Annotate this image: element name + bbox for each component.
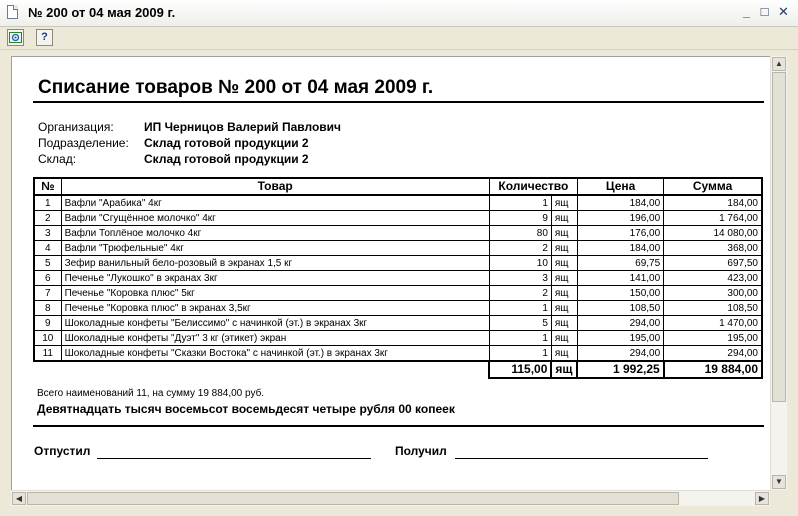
dept-row xyxy=(38,136,309,150)
cell-name: Вафли "Арабика" 4кг xyxy=(61,195,489,211)
cell-unit: ящ xyxy=(551,316,577,331)
cell-price: 69,75 xyxy=(577,256,663,271)
cell-name: Вафли Топлёное молочко 4кг xyxy=(61,226,489,241)
cell-n: 8 xyxy=(34,301,61,316)
received-by-label: Получил xyxy=(395,444,447,458)
cell-qty: 1 xyxy=(489,301,551,316)
cell-name: Вафли "Сгущённое молочко" 4кг xyxy=(61,211,489,226)
close-button[interactable]: ✕ xyxy=(778,4,789,19)
vertical-scroll-thumb[interactable] xyxy=(772,72,786,402)
warehouse-value: Склад готовой продукции 2 xyxy=(144,152,309,166)
cell-qty: 2 xyxy=(489,286,551,301)
cell-unit: ящ xyxy=(551,346,577,362)
horizontal-scrollbar[interactable] xyxy=(11,490,770,506)
cell-sum: 108,50 xyxy=(664,301,762,316)
cell-unit: ящ xyxy=(551,256,577,271)
total-qty: 115,00 xyxy=(489,361,551,378)
cell-unit: ящ xyxy=(551,195,577,211)
cell-qty: 1 xyxy=(489,331,551,346)
cell-name: Шоколадные конфеты "Белиссимо" с начинкой (эт.) в экранах 3кг xyxy=(61,316,489,331)
document-icon xyxy=(7,5,18,19)
summary-in-words: Девятнадцать тысяч восемьсот восемьдесят четыре рубля 00 копеек xyxy=(37,402,455,416)
scroll-up-arrow-icon[interactable]: ▲ xyxy=(772,57,786,71)
table-row xyxy=(34,331,762,346)
cell-n: 11 xyxy=(34,346,61,362)
cell-n: 10 xyxy=(34,331,61,346)
cell-name: Печенье "Коровка плюс" 5кг xyxy=(61,286,489,301)
cell-n: 4 xyxy=(34,241,61,256)
table-row xyxy=(34,195,762,211)
email-icon xyxy=(9,31,22,44)
header-item: Товар xyxy=(61,178,489,195)
cell-name: Печенье "Коровка плюс" в экранах 3,5кг xyxy=(61,301,489,316)
cell-price: 108,50 xyxy=(577,301,663,316)
cell-qty: 1 xyxy=(489,346,551,362)
total-sum: 19 884,00 xyxy=(664,361,762,378)
cell-unit: ящ xyxy=(551,286,577,301)
cell-n: 7 xyxy=(34,286,61,301)
org-label: Организация: xyxy=(38,120,114,134)
cell-sum: 294,00 xyxy=(664,346,762,362)
table-row xyxy=(34,316,762,331)
header-num: № xyxy=(34,178,61,195)
org-row xyxy=(38,120,341,134)
title-rule xyxy=(33,101,764,103)
cell-n: 3 xyxy=(34,226,61,241)
cell-qty: 1 xyxy=(489,195,551,211)
cell-sum: 697,50 xyxy=(664,256,762,271)
cell-unit: ящ xyxy=(551,331,577,346)
dept-label: Подразделение: xyxy=(38,136,129,150)
cell-price: 150,00 xyxy=(577,286,663,301)
cell-name: Зефир ванильный бело-розовый в экранах 1,5 кг xyxy=(61,256,489,271)
cell-n: 9 xyxy=(34,316,61,331)
title-bar[interactable] xyxy=(0,0,798,27)
table-row xyxy=(34,301,762,316)
cell-n: 2 xyxy=(34,211,61,226)
cell-name: Шоколадные конфеты "Сказки Востока" с начинкой (эт.) в экранах 3кг xyxy=(61,346,489,362)
cell-name: Печенье "Лукошко" в экранах 3кг xyxy=(61,271,489,286)
received-by-signature-line xyxy=(455,458,708,459)
summary-rule xyxy=(33,425,764,427)
header-price: Цена xyxy=(577,178,663,195)
table-row xyxy=(34,256,762,271)
items-table xyxy=(33,177,763,379)
document-sheet xyxy=(11,56,771,491)
table-row xyxy=(34,346,762,362)
scroll-down-arrow-icon[interactable]: ▼ xyxy=(772,475,786,489)
table-header-row xyxy=(34,178,762,195)
cell-sum: 195,00 xyxy=(664,331,762,346)
resize-corner[interactable] xyxy=(770,490,787,506)
released-by-signature-line xyxy=(97,458,371,459)
cell-sum: 300,00 xyxy=(664,286,762,301)
cell-sum: 423,00 xyxy=(664,271,762,286)
cell-unit: ящ xyxy=(551,226,577,241)
document-title: Списание товаров № 200 от 04 мая 2009 г. xyxy=(38,77,434,98)
table-row xyxy=(34,271,762,286)
cell-price: 184,00 xyxy=(577,241,663,256)
total-unit: ящ xyxy=(551,361,577,378)
table-row xyxy=(34,226,762,241)
cell-name: Вафли "Трюфельные" 4кг xyxy=(61,241,489,256)
cell-price: 294,00 xyxy=(577,346,663,362)
cell-price: 196,00 xyxy=(577,211,663,226)
cell-name: Шоколадные конфеты "Дуэт" 3 кг (этикет) экран xyxy=(61,331,489,346)
maximize-button[interactable]: □ xyxy=(760,4,769,19)
scroll-left-arrow-icon[interactable]: ◀ xyxy=(12,492,26,505)
released-by-label: Отпустил xyxy=(34,444,91,458)
cell-price: 294,00 xyxy=(577,316,663,331)
email-button[interactable] xyxy=(7,29,24,46)
cell-price: 184,00 xyxy=(577,195,663,211)
scroll-right-arrow-icon[interactable]: ▶ xyxy=(755,492,769,505)
cell-unit: ящ xyxy=(551,241,577,256)
cell-qty: 10 xyxy=(489,256,551,271)
cell-qty: 9 xyxy=(489,211,551,226)
cell-n: 5 xyxy=(34,256,61,271)
table-row xyxy=(34,241,762,256)
vertical-scrollbar[interactable] xyxy=(770,56,787,490)
total-price: 1 992,25 xyxy=(577,361,663,378)
org-value: ИП Черницов Валерий Павлович xyxy=(144,120,341,134)
cell-unit: ящ xyxy=(551,301,577,316)
summary-count: Всего наименований 11, на сумму 19 884,00 руб. xyxy=(37,388,265,399)
minimize-button[interactable]: _ xyxy=(742,4,751,19)
toolbar xyxy=(0,27,798,50)
cell-qty: 5 xyxy=(489,316,551,331)
cell-price: 141,00 xyxy=(577,271,663,286)
cell-price: 195,00 xyxy=(577,331,663,346)
cell-n: 6 xyxy=(34,271,61,286)
cell-qty: 80 xyxy=(489,226,551,241)
table-row xyxy=(34,211,762,226)
cell-unit: ящ xyxy=(551,211,577,226)
cell-unit: ящ xyxy=(551,271,577,286)
totals-row xyxy=(34,361,762,378)
cell-sum: 14 080,00 xyxy=(664,226,762,241)
cell-sum: 1 764,00 xyxy=(664,211,762,226)
header-sum: Сумма xyxy=(664,178,762,195)
cell-sum: 368,00 xyxy=(664,241,762,256)
table-row xyxy=(34,286,762,301)
cell-n: 1 xyxy=(34,195,61,211)
cell-price: 176,00 xyxy=(577,226,663,241)
cell-sum: 1 470,00 xyxy=(664,316,762,331)
cell-qty: 3 xyxy=(489,271,551,286)
header-qty: Количество xyxy=(489,178,577,195)
help-button[interactable]: ? xyxy=(36,29,53,46)
warehouse-row xyxy=(38,152,309,166)
cell-sum: 184,00 xyxy=(664,195,762,211)
warehouse-label: Склад: xyxy=(38,152,77,166)
horizontal-scroll-thumb[interactable] xyxy=(27,492,679,505)
window-title: № 200 от 04 мая 2009 г. xyxy=(28,5,176,20)
dept-value: Склад готовой продукции 2 xyxy=(144,136,309,150)
cell-qty: 2 xyxy=(489,241,551,256)
